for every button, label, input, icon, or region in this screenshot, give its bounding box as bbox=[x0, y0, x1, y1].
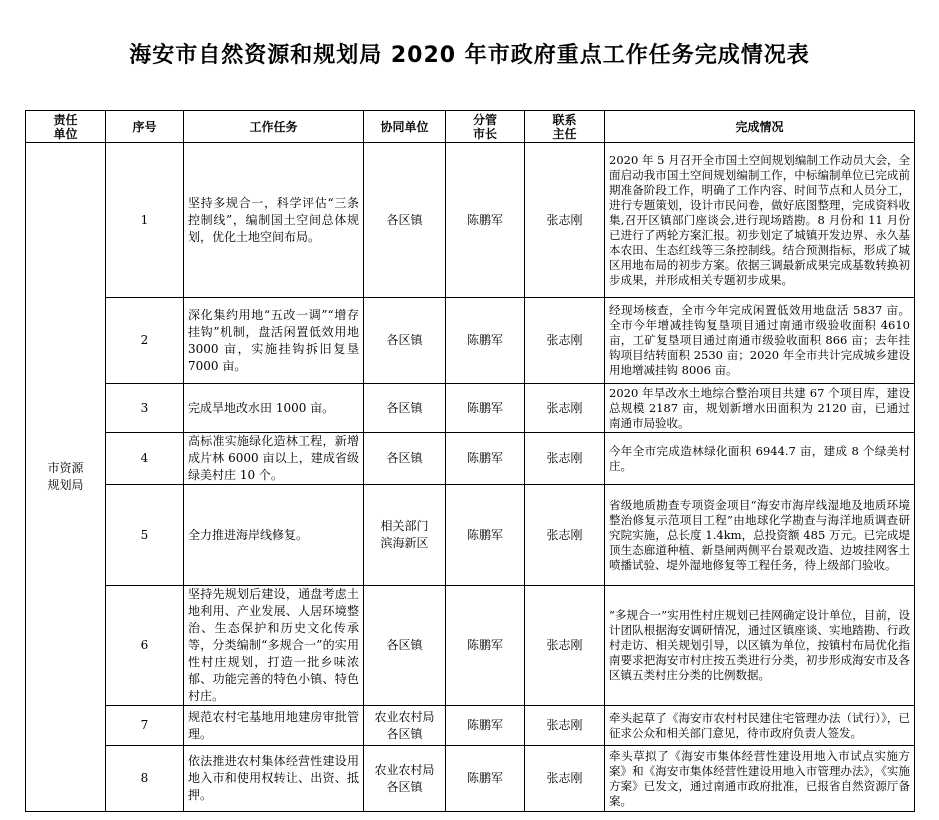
contact-cell: 张志刚 bbox=[525, 298, 605, 384]
status-cell: “多规合一”实用性村庄规划已挂网确定设计单位，目前，设计团队根据海安调研情况，通过区镇座谈、实地踏勘、行政村走访、相关规划引导，以区镇为单位，按镇村布局优化指南要求把海安市村庄按五类进行分类，初步形成海安市及各区镇五类村庄分类的比例数据。 bbox=[605, 586, 915, 706]
table-row bbox=[26, 143, 915, 298]
page-title: 海安市自然资源和规划局 2020 年市政府重点工作任务完成情况表 bbox=[129, 43, 810, 68]
coop-cell: 农业农村局 各区镇 bbox=[364, 706, 446, 746]
task-cell: 高标准实施绿化造林工程，新增成片林 6000 亩以上，建成省级绿美村庄 10 个。 bbox=[184, 433, 364, 485]
mayor-cell: 陈鹏军 bbox=[446, 746, 525, 812]
status-cell: 2020 年 5 月召开全市国土空间规划编制工作动员大会，全面启动我市国土空间规划编制工作，中标编制单位已完成前期准备阶段工作，明确了工作内容、时间节点和人员分工，进行专题策划，设计市民问卷，做好底图整理，完成资料收集,召开区镇部门座谈会,进行现场踏勘。8 月份和 11 月份已进行了两轮方案汇报。初步划定了城镇开发边界、永久基本农田、生态红线等三条控制线。结合预测指标，形成了城区用地布局的初步方案。依据三调最新成果完成基数转换初步成果，并形成相关专题初步成果。 bbox=[605, 143, 915, 298]
header-row bbox=[26, 111, 915, 143]
coop-cell: 各区镇 bbox=[364, 298, 446, 384]
seq-cell: 3 bbox=[106, 384, 184, 433]
mayor-cell: 陈鹏军 bbox=[446, 384, 525, 433]
mayor-cell: 陈鹏军 bbox=[446, 706, 525, 746]
table-row bbox=[26, 746, 915, 812]
seq-cell: 5 bbox=[106, 485, 184, 586]
contact-cell: 张志刚 bbox=[525, 384, 605, 433]
task-cell: 规范农村宅基地用地建房审批管理。 bbox=[184, 706, 364, 746]
task-cell: 完成旱地改水田 1000 亩。 bbox=[184, 384, 364, 433]
coop-cell: 各区镇 bbox=[364, 433, 446, 485]
contact-cell: 张志刚 bbox=[525, 706, 605, 746]
seq-cell: 1 bbox=[106, 143, 184, 298]
status-cell: 今年全市完成造林绿化面积 6944.7 亩，建成 8 个绿美村庄。 bbox=[605, 433, 915, 485]
coop-cell: 各区镇 bbox=[364, 586, 446, 706]
mayor-cell: 陈鹏军 bbox=[446, 143, 525, 298]
status-cell: 2020 年旱改水土地综合整治项目共建 67 个项目库，建设总规模 2187 亩，规划新增水田面积为 2120 亩，已通过南通市局验收。 bbox=[605, 384, 915, 433]
task-cell: 依法推进农村集体经营性建设用地入市和使用权转让、出资、抵押。 bbox=[184, 746, 364, 812]
table-row bbox=[26, 586, 915, 706]
contact-cell: 张志刚 bbox=[525, 143, 605, 298]
contact-cell: 张志刚 bbox=[525, 485, 605, 586]
dept-cell: 市资源 规划局 bbox=[26, 143, 106, 812]
coop-cell: 相关部门 滨海新区 bbox=[364, 485, 446, 586]
mayor-cell: 陈鹏军 bbox=[446, 485, 525, 586]
task-cell: 深化集约用地“五改一调”“增存挂钩”机制，盘活闲置低效用地3000 亩，实施挂钩拆旧复垦7000 亩。 bbox=[184, 298, 364, 384]
contact-cell: 张志刚 bbox=[525, 433, 605, 485]
seq-cell: 4 bbox=[106, 433, 184, 485]
contact-cell: 张志刚 bbox=[525, 586, 605, 706]
task-cell: 坚持多规合一，科学评估“三条控制线”，编制国土空间总体规划，优化土地空间布局。 bbox=[184, 143, 364, 298]
header-task: 工作任务 bbox=[184, 111, 364, 143]
table-row bbox=[26, 433, 915, 485]
contact-cell: 张志刚 bbox=[525, 746, 605, 812]
seq-cell: 6 bbox=[106, 586, 184, 706]
status-cell: 经现场核查，全市今年完成闲置低效用地盘活 5837 亩。全市今年增减挂钩复垦项目通过南通市级验收面积 4610 亩，工矿复垦项目通过南通市级验收面积 866 亩；去年挂钩项目结转面积 2530 亩；2020 年全市共计完成城乡建设用地增减挂钩 8006 亩。 bbox=[605, 298, 915, 384]
status-cell: 省级地质勘查专项资金项目“海安市海岸线湿地及地质环境整治修复示范项目工程”由地球化学勘查与海洋地质调查研究院实施，总长度 1.4km，总投资额 485 万元。已完成堤顶生态廊道种植、新垦闸两侧平台景观改造、边坡挂网客土喷播试验、堤外湿地修复等工程任务，待上级部门验收。 bbox=[605, 485, 915, 586]
header-dept: 责任 单位 bbox=[26, 111, 106, 143]
header-seq: 序号 bbox=[106, 111, 184, 143]
header-contact: 联系 主任 bbox=[525, 111, 605, 143]
status-cell: 牵头起草了《海安市农村村民建住宅管理办法（试行）》，已征求公众和相关部门意见，待市政府负责人签发。 bbox=[605, 706, 915, 746]
table-row bbox=[26, 384, 915, 433]
coop-cell: 农业农村局 各区镇 bbox=[364, 746, 446, 812]
coop-cell: 各区镇 bbox=[364, 384, 446, 433]
mayor-cell: 陈鹏军 bbox=[446, 298, 525, 384]
seq-cell: 7 bbox=[106, 706, 184, 746]
mayor-cell: 陈鹏军 bbox=[446, 586, 525, 706]
task-cell: 全力推进海岸线修复。 bbox=[184, 485, 364, 586]
coop-cell: 各区镇 bbox=[364, 143, 446, 298]
seq-cell: 2 bbox=[106, 298, 184, 384]
table-row bbox=[26, 485, 915, 586]
status-cell: 牵头草拟了《海安市集体经营性建设用地入市试点实施方案》和《海安市集体经营性建设用地入市管理办法》，《实施方案》已发文，通过南通市政府批准，已报省自然资源厅备案。 bbox=[605, 746, 915, 812]
header-mayor: 分管 市长 bbox=[446, 111, 525, 143]
seq-cell: 8 bbox=[106, 746, 184, 812]
task-table bbox=[25, 110, 915, 812]
table-row bbox=[26, 298, 915, 384]
task-cell: 坚持先规划后建设，通盘考虑土地利用、产业发展、人居环境整治、生态保护和历史文化传承等，分类编制“多规合一”的实用性村庄规划，打造一批乡味浓郁、功能完善的特色小镇、特色村庄。 bbox=[184, 586, 364, 706]
table-row bbox=[26, 706, 915, 746]
mayor-cell: 陈鹏军 bbox=[446, 433, 525, 485]
header-coop: 协同单位 bbox=[364, 111, 446, 143]
header-status: 完成情况 bbox=[605, 111, 915, 143]
